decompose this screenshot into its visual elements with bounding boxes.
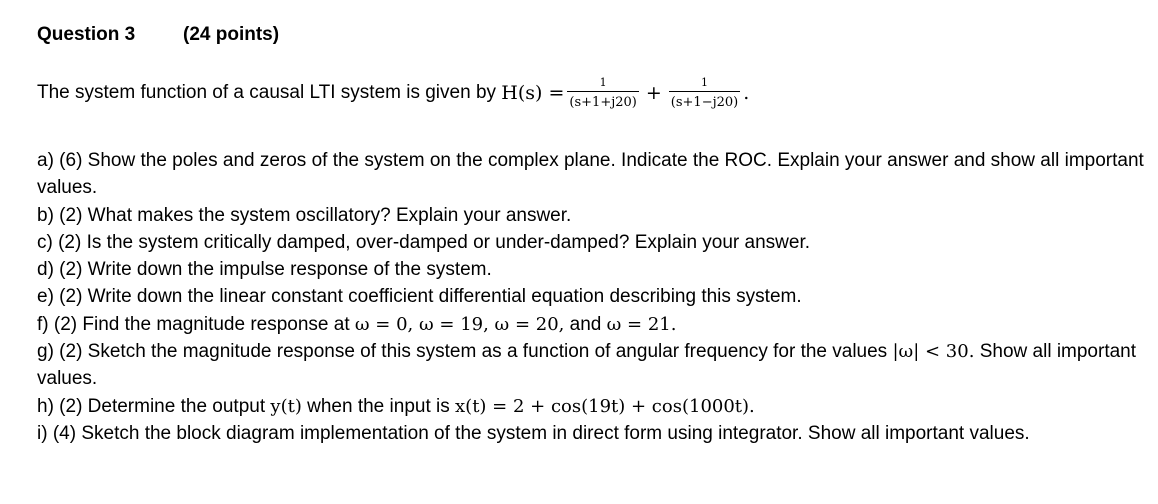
sub-question-list bbox=[37, 147, 1147, 447]
sub-question-f bbox=[37, 311, 1147, 338]
sub-question-g-text-2: Show all important values. bbox=[37, 341, 1137, 390]
statement-period: . bbox=[743, 82, 750, 104]
sub-question-h-text-2: when the input is bbox=[307, 395, 450, 417]
fraction-1-numerator: 1 bbox=[599, 76, 607, 89]
question-points: (24 points) bbox=[183, 24, 280, 45]
question-heading bbox=[37, 24, 280, 46]
sub-question-g bbox=[37, 338, 1147, 393]
sub-question-e: e) (2) Write down the linear constant coefficient differential equation describing this system. bbox=[37, 286, 802, 308]
fraction-2-numerator: 1 bbox=[701, 76, 708, 89]
sub-question-b: b) (2) What makes the system oscillatory? Explain your answer. bbox=[37, 204, 572, 226]
sub-question-c: c) (2) Is the system critically damped, over-damped or under-damped? Explain your answer. bbox=[37, 231, 811, 253]
sub-question-f-math-2: ω = 21. bbox=[606, 313, 677, 335]
sub-question-f-text: f) (2) Find the magnitude response at bbox=[37, 313, 350, 335]
sub-question-a: a) (6) Show the poles and zeros of the system on the complex plane. Indicate the ROC. Explain your answer and show all important values. bbox=[37, 150, 1144, 199]
sub-question-h bbox=[37, 393, 1147, 420]
plus-sign: + bbox=[645, 82, 662, 104]
sub-question-f-and: and bbox=[569, 313, 602, 335]
sub-question-h-math-2: x(t) = 2 + cos(19t) + cos(1000t). bbox=[455, 395, 755, 417]
transfer-function-lhs: H(s) = bbox=[501, 82, 565, 104]
fraction-1 bbox=[567, 76, 638, 110]
system-function-statement bbox=[37, 76, 749, 110]
fraction-2-denominator: (s+1−j20) bbox=[669, 91, 740, 110]
sub-question-g-math: |ω| < 30. bbox=[892, 341, 975, 363]
sub-question-g-text: g) (2) Sketch the magnitude response of this system as a function of angular frequency for the values bbox=[37, 341, 888, 363]
sub-question-h-math: y(t) bbox=[270, 395, 302, 417]
fraction-2 bbox=[669, 76, 740, 110]
sub-question-h-text: h) (2) Determine the output bbox=[37, 395, 266, 417]
sub-question-d: d) (2) Write down the impulse response of the system. bbox=[37, 259, 492, 281]
sub-question-i: i) (4) Sketch the block diagram implementation of the system in direct form using integrator. Show all important values. bbox=[37, 422, 1030, 444]
fraction-1-denominator: (s+1+j20) bbox=[567, 91, 638, 110]
statement-text: The system function of a causal LTI system is given by bbox=[37, 82, 497, 103]
question-number: Question 3 bbox=[37, 24, 136, 45]
sub-question-f-math: ω = 0, ω = 19, ω = 20, bbox=[354, 313, 565, 335]
